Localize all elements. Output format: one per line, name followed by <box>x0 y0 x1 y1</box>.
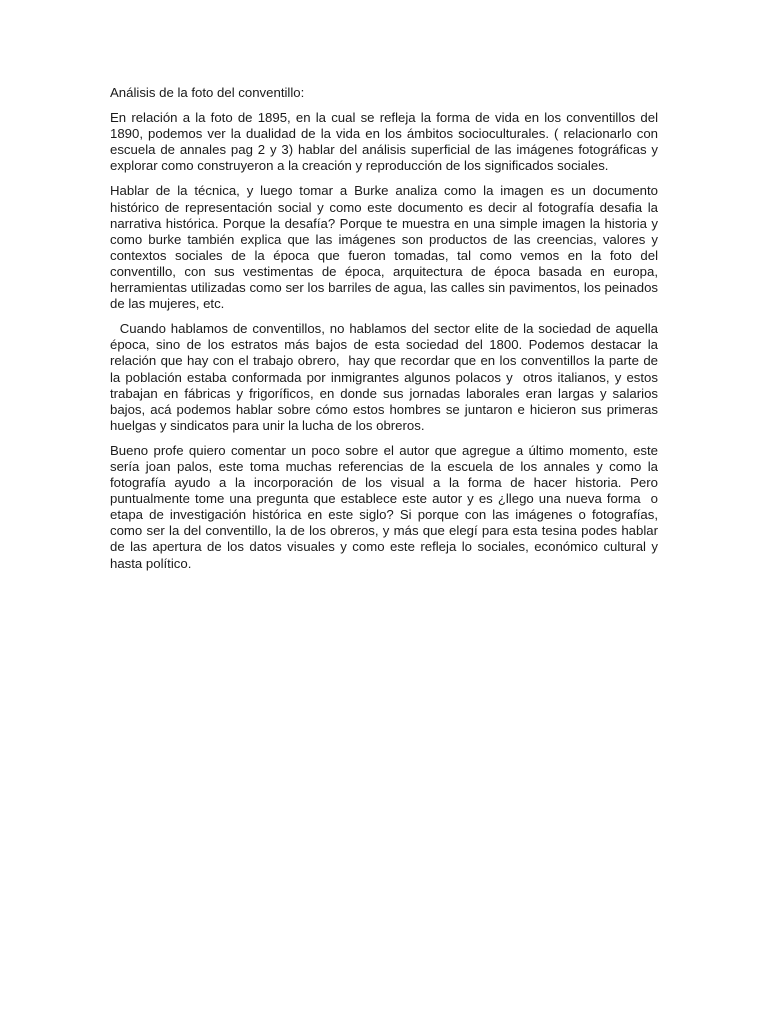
paragraph-4: Bueno profe quiero comentar un poco sobre el autor que agregue a último momento, este sería joan palos, este toma muchas referencias de la escuela de los annales y como la fotografía ayudo a la incorporación de los visual a la forma de hacer historia. Pero puntualmente tome una pregunta que establece este autor y es ¿llego una nueva forma o etapa de investigación histórica en este siglo? Si porque con las imágenes o fotografías, como ser la del conventillo, la de los obreros, y más que elegí para esta tesina podes hablar de las apertura de los datos visuales y como este refleja lo sociales, económico cultural y hasta político. <box>110 442 662 571</box>
paragraph-1: En relación a la foto de 1895, en la cual se refleja la forma de vida en los conventillos del 1890, podemos ver la dualidad de la vida en los ámbitos socioculturales. ( relacionarlo con escuela de annales pag 2 y 3) hablar del análisis superficial de las imágenes fotográficas y explorar como construyeron a la creación y reproducción de los significados sociales. <box>110 110 662 174</box>
document-body <box>110 85 662 581</box>
paragraph-2: Hablar de la técnica, y luego tomar a Burke analiza como la imagen es un documento histórico de representación social y como este documento es decir al fotografía desafia la narrativa histórica. Porque la desafía? Porque te muestra en una simple imagen la historia y como burke también explica que las imágenes son productos de las creencias, valores y contextos sociales de la época que fueron tomadas, tal como vemos en la foto del conventillo, con sus vestimentas de época, arquitectura de época basada en europa, herramientas utilizadas como ser los barriles de agua, las calles sin pavimentos, los peinados de las mujeres, etc. <box>110 183 662 312</box>
document-title: Análisis de la foto del conventillo: <box>110 85 305 100</box>
paragraph-3: Cuando hablamos de conventillos, no hablamos del sector elite de la sociedad de aquella época, sino de los estratos más bajos de esta sociedad del 1800. Podemos destacar la relación que hay con el trabajo obrero, hay que recordar que en los conventillos la parte de la población estaba conformada por inmigrantes algunos polacos y otros italianos, y estos trabajan en fábricas y frigoríficos, en donde sus jornadas laborales eran largas y salarios bajos, acá podemos hablar sobre cómo estos hombres se juntaron e hicieron sus primeras huelgas y sindicatos para unir la lucha de los obreros. <box>110 321 662 433</box>
